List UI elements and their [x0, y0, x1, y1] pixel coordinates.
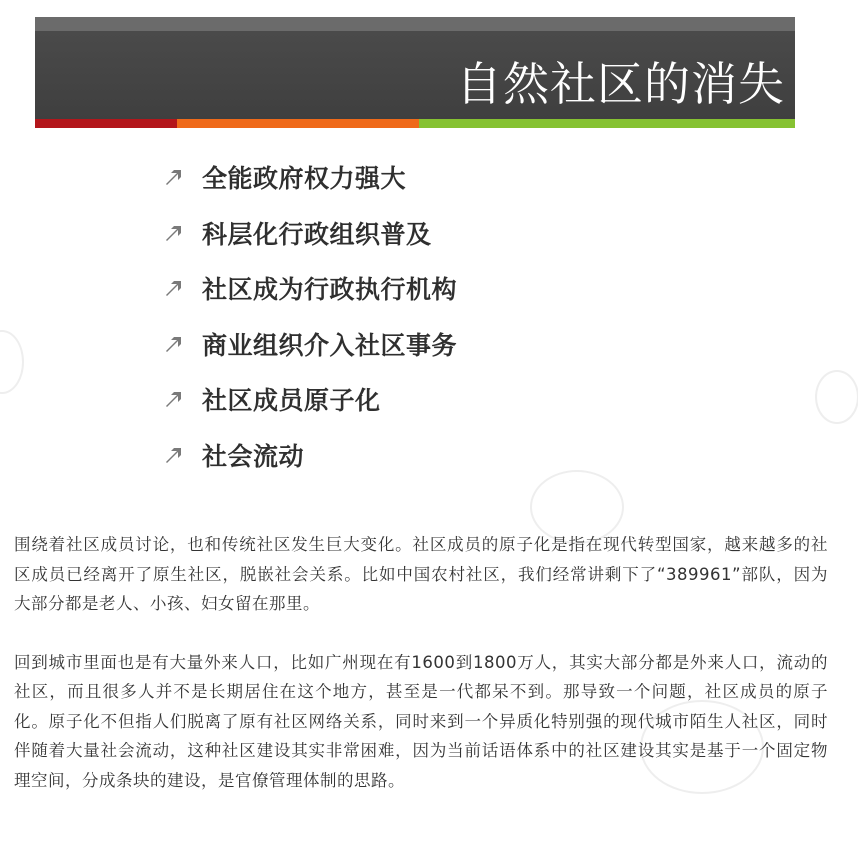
bullet-item [160, 150, 457, 204]
bullet-label: 社区成为行政执行机构 [202, 275, 458, 304]
arrow-up-right-icon [160, 441, 188, 469]
title-bar-top-strip [35, 17, 795, 31]
bullet-item [160, 317, 457, 371]
article-paragraph: 回到城市里面也是有大量外来人口，比如广州现在有1600到1800万人，其实大部分都是外来人口，流动的社区，而且很多人并不是长期居住在这个地方，甚至是一代都呆不到。那导致一个问题，社区成员的原子化。原子化不但指人们脱离了原有社区网络关系，同时来到一个异质化特别强的现代城市陌生人社区，同时伴随着大量社会流动，这种社区建设其实非常困难，因为当前话语体系中的社区建设其实是基于一个固定物理空间，分成条块的建设，是官僚管理体制的思路。 [14, 652, 828, 790]
bullet-label: 社会流动 [202, 441, 305, 471]
bullet-label: 科层化行政组织普及 [202, 219, 432, 249]
arrow-up-right-icon [160, 330, 188, 358]
arrow-up-right-icon [160, 274, 188, 302]
bullet-item [160, 206, 457, 260]
arrow-up-right-icon [160, 163, 188, 191]
bullet-list [160, 150, 457, 483]
slide-title-bar [35, 17, 795, 119]
bullet-item [160, 428, 457, 482]
accent-bar-green [419, 119, 795, 128]
bullet-item [160, 261, 457, 315]
bullet-label: 全能政府权力强大 [202, 164, 407, 193]
accent-bar-red [35, 119, 177, 128]
accent-bar-orange [177, 119, 419, 128]
bullet-label: 商业组织介入社区事务 [202, 330, 458, 360]
arrow-up-right-icon [160, 385, 188, 413]
bullet-label: 社区成员原子化 [202, 386, 381, 415]
arrow-up-right-icon [160, 219, 188, 247]
bullet-item [160, 372, 457, 426]
article-paragraph: 围绕着社区成员讨论，也和传统社区发生巨大变化。社区成员的原子化是指在现代转型国家，越来越多的社区成员已经离开了原生社区，脱嵌社会关系。比如中国农村社区，我们经常讲剩下了“389961”部队，因为大部分都是老人、小孩、妇女留在那里。 [14, 535, 828, 613]
article-body [14, 530, 828, 795]
slide-title: 自然社区的消失 [456, 57, 785, 111]
